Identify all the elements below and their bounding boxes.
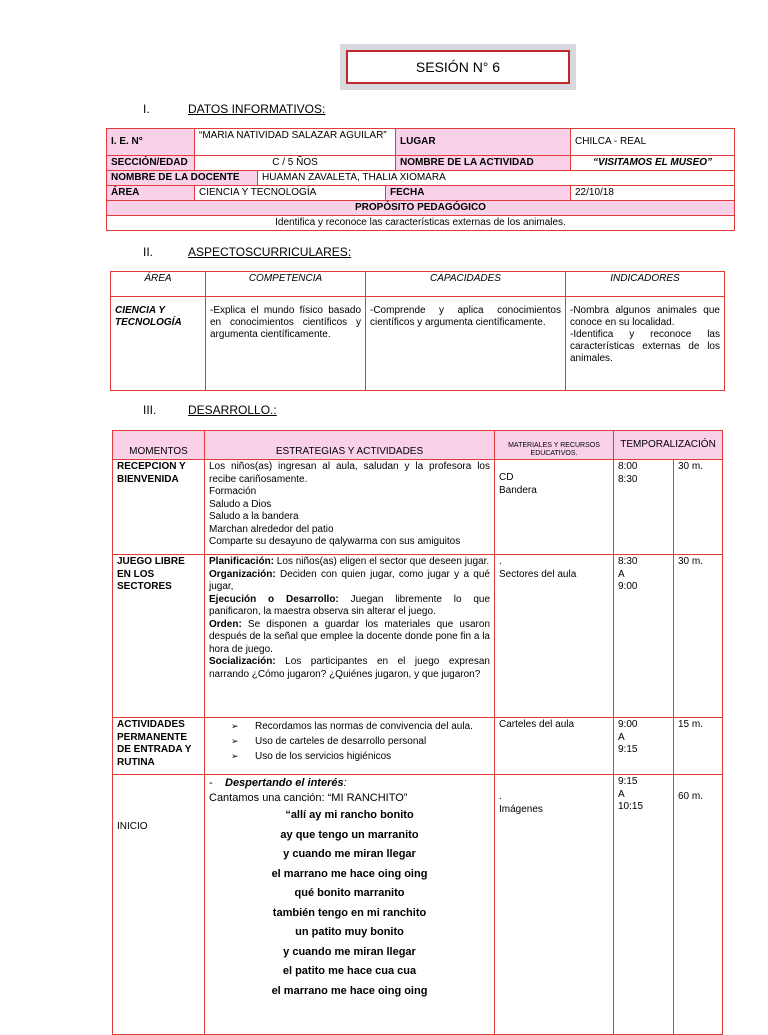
section-number: I.: [143, 102, 150, 116]
actividad-value: “VISITAMOS EL MUSEO”: [571, 156, 735, 171]
momento-cell: RECEPCION Y BIENVENIDA: [113, 460, 205, 555]
area-label: ÁREA: [107, 186, 195, 201]
song-line: y cuando me miran llegar: [283, 848, 416, 860]
momento-cell: INICIO: [113, 775, 205, 1035]
hora-line: 8:30: [618, 556, 638, 567]
indicador-item: -Nombra algunos animales que conoce en su localidad.: [570, 305, 720, 328]
momento-cell: JUEGO LIBRE EN LOS SECTORES: [113, 555, 205, 718]
song-line: un patito muy bonito: [295, 926, 404, 938]
hora-line: 8:00: [618, 461, 638, 472]
proposito-label: PROPÓSITO PEDAGÓGICO: [107, 201, 735, 216]
material-item: Imágenes: [499, 803, 543, 815]
header-materiales: MATERIALES Y RECURSOS EDUCATIVOS.: [495, 431, 614, 460]
subtitle: Despertando el interés: [225, 777, 344, 789]
activity-line: Saludo a Dios: [209, 498, 272, 510]
header-capacidades: CAPACIDADES: [366, 272, 566, 297]
section-label: DESARROLLO.:: [188, 403, 277, 417]
song-line: ay que tengo un marranito: [280, 828, 419, 841]
song-line: y cuando me miran llegar: [283, 945, 416, 958]
material-item: Sectores del aula: [499, 568, 577, 580]
header-temporalizacion: TEMPORALIZACIÓN: [614, 431, 723, 460]
actividad-label: NOMBRE DE LA ACTIVIDAD: [396, 156, 571, 171]
estrategias-cell: [205, 460, 495, 555]
subtitle-line: - Despertando el interés:: [209, 777, 347, 789]
header-estrategias: ESTRATEGIAS Y ACTIVIDADES: [205, 431, 495, 460]
ie-value: “MARIA NATIVIDAD SALAZAR AGUILAR”: [195, 129, 396, 156]
song-lyrics: [209, 806, 490, 1001]
area-cell: CIENCIA Y TECNOLOGÍA: [111, 297, 206, 391]
header-indicadores: INDICADORES: [566, 272, 725, 297]
materiales-cell: Carteles del aula: [495, 718, 614, 775]
session-title: SESIÓN N° 6: [346, 50, 570, 84]
hora-line: 9:00: [618, 581, 638, 592]
seccion-value: C / 5 ÑOS: [195, 156, 396, 171]
section-label: DATOS INFORMATIVOS:: [188, 102, 326, 116]
docente-value: HUAMAN ZAVALETA, THALIA XIOMARA: [258, 171, 735, 186]
info-table: [106, 128, 735, 231]
section-number: III.: [143, 403, 157, 417]
section-number: II.: [143, 245, 154, 259]
song-line: “allí ay mi rancho bonito: [285, 809, 414, 821]
hora-line: 9:00: [618, 719, 638, 730]
minutos-cell: 30 m.: [674, 460, 723, 555]
materiales-cell: [495, 460, 614, 555]
lugar-value: CHILCA - REAL: [571, 129, 735, 156]
fecha-value: 22/10/18: [571, 186, 735, 201]
competencia-cell: -Explica el mundo físico basado en conocimientos científicos y argumenta científicamente.: [206, 297, 366, 391]
minutos-cell: 30 m.: [674, 555, 723, 718]
activity-line: Los niños(as) ingresan al aula, saludan y la profesora los recibe cariñosamente.: [209, 461, 490, 485]
section-label: ASPECTOSCURRICULARES:: [188, 245, 352, 259]
activity-item: Socialización: Los participantes en el juego expresan narrando ¿Cómo jugaron? ¿Quiénes jugaron, y que jugaron?: [209, 656, 490, 680]
material-item: .: [499, 791, 502, 802]
momento-cell: ACTIVIDADES PERMANENTE DE ENTRADA Y RUTINA: [113, 718, 205, 775]
area-value: CIENCIA Y TECNOLOGÍA: [195, 186, 386, 201]
activity-item: Organización: Deciden con quien jugar, como jugar y a qué jugar,: [209, 568, 490, 592]
activity-line: Marchan alrededor del patio: [209, 523, 334, 535]
routine-list: [209, 719, 490, 764]
minutos-cell: 15 m.: [674, 718, 723, 775]
material-item: Bandera: [499, 484, 537, 496]
material-item: CD: [499, 472, 514, 483]
hora-cell: [614, 460, 674, 555]
hora-line: 9:15: [618, 776, 638, 787]
activity-line: Saludo a la bandera: [209, 511, 299, 522]
capacidades-cell: -Comprende y aplica conocimientos científicos y argumenta científicamente.: [366, 297, 566, 391]
hora-cell: [614, 718, 674, 775]
routine-item: ➢ Uso de carteles de desarrollo personal: [231, 734, 490, 749]
song-line: el marrano me hace oing oing: [271, 867, 428, 880]
ie-label: I. E. N°: [107, 129, 195, 156]
lugar-label: LUGAR: [396, 129, 571, 156]
hora-line: 8:30: [618, 473, 638, 485]
routine-item: ➢ Recordamos las normas de convivencia del aula.: [231, 719, 490, 734]
hora-cell: [614, 775, 674, 1035]
header-momentos: MOMENTOS: [113, 431, 205, 460]
hora-line: 10:15: [618, 801, 644, 812]
materiales-cell: [495, 555, 614, 718]
hora-line: A: [618, 788, 625, 800]
activity-item: Orden: Se disponen a guardar los materiales que usaron después de la señal que emplee la docente donde pone fin a la hora de juego.: [209, 618, 490, 655]
estrategias-cell: [205, 775, 495, 1035]
indicadores-cell: [566, 297, 725, 391]
activity-line: Comparte su desayuno de qalywarma con sus amiguitos: [209, 536, 461, 547]
curricular-table: [110, 271, 725, 391]
indicador-item: -Identifica y reconoce las características externas de los animales.: [570, 329, 720, 364]
song-line: también tengo en mi ranchito: [272, 906, 427, 919]
hora-line: A: [618, 568, 625, 580]
song-intro: Cantamos una canción: “MI RANCHITO”: [209, 792, 408, 804]
estrategias-cell: [205, 718, 495, 775]
materiales-cell: [495, 775, 614, 1035]
desarrollo-table: [112, 430, 723, 1035]
hora-cell: [614, 555, 674, 718]
minutos-cell: 60 m.: [674, 775, 723, 1035]
material-item: .: [499, 556, 502, 567]
song-line: el marrano me hace oing oing: [271, 984, 428, 997]
song-line: qué bonito marranito: [294, 887, 405, 899]
seccion-label: SECCIÓN/EDAD: [107, 156, 195, 171]
activity-item: Planificación: Los niños(as) eligen el sector que deseen jugar.: [209, 556, 490, 567]
header-area: ÁREA: [111, 272, 206, 297]
activity-item: Ejecución o Desarrollo: Juegan libremente lo que panificaron, la maestra observa sin alterar el juego.: [209, 593, 491, 617]
activity-line: Formación: [209, 486, 257, 497]
estrategias-cell: [205, 555, 495, 718]
docente-label: NOMBRE DE LA DOCENTE: [107, 171, 258, 186]
fecha-label: FECHA: [386, 186, 571, 201]
hora-line: A: [618, 731, 625, 743]
proposito-value: Identifica y reconoce las características externas de los animales.: [107, 216, 735, 231]
header-competencia: COMPETENCIA: [206, 272, 366, 297]
song-line: el patito me hace cua cua: [282, 965, 417, 977]
hora-line: 9:15: [618, 744, 638, 755]
routine-item: ➢ Uso de los servicios higiénicos: [231, 749, 490, 764]
